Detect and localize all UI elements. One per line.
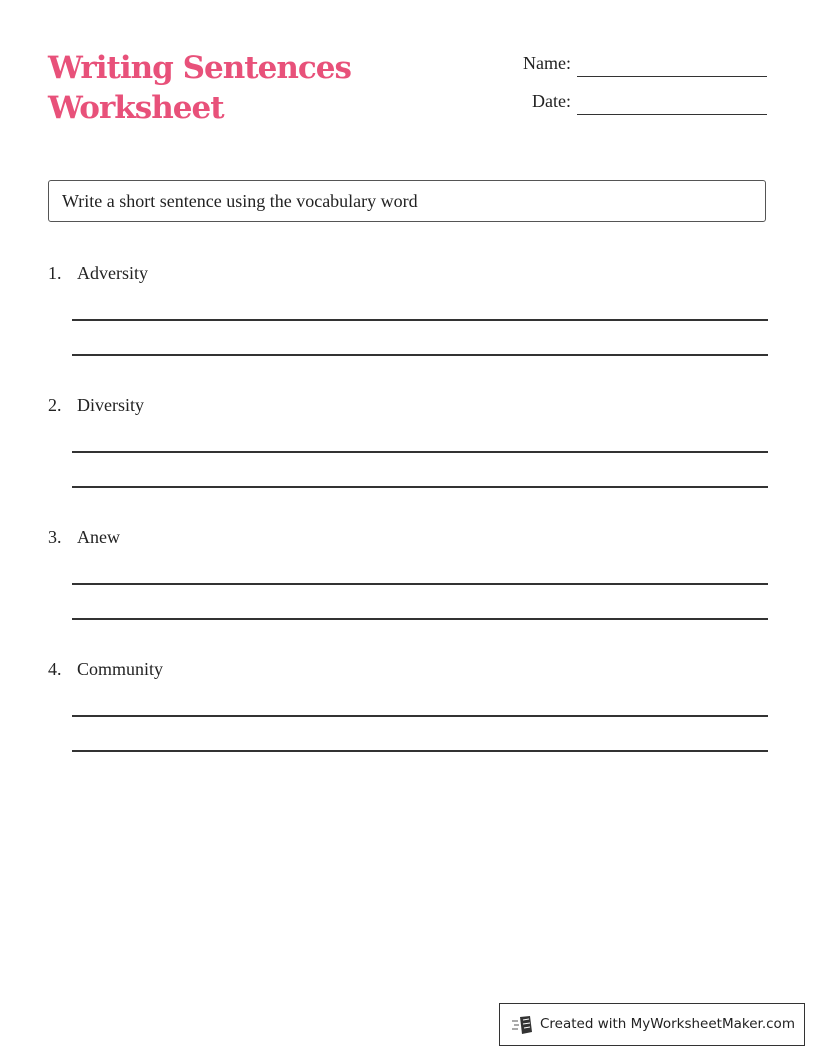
question-number: 2. xyxy=(48,395,62,415)
answer-line-2[interactable] xyxy=(72,354,768,356)
question-word: Community xyxy=(77,659,164,679)
answer-line-1[interactable] xyxy=(72,583,768,585)
answer-line-2[interactable] xyxy=(72,486,768,488)
question-word: Diversity xyxy=(77,395,144,415)
title-line-2: Worksheet xyxy=(48,90,224,126)
question-word: Anew xyxy=(77,527,120,547)
name-label: Name: xyxy=(523,53,571,73)
name-line[interactable] xyxy=(577,76,767,77)
date-label: Date: xyxy=(532,91,571,111)
question-word: Adversity xyxy=(77,263,148,283)
date-line[interactable] xyxy=(577,114,767,115)
instruction-text: Write a short sentence using the vocabulary word xyxy=(62,191,418,211)
footer-text: Created with MyWorksheetMaker.com xyxy=(540,1016,795,1032)
question-number: 1. xyxy=(48,263,62,283)
answer-line-2[interactable] xyxy=(72,618,768,620)
answer-line-1[interactable] xyxy=(72,715,768,717)
title-line-1: Writing Sentences xyxy=(48,50,351,86)
answer-line-1[interactable] xyxy=(72,319,768,321)
answer-line-1[interactable] xyxy=(72,451,768,453)
worksheet-maker-logo-icon xyxy=(512,1015,534,1035)
question-number: 3. xyxy=(48,527,62,547)
answer-line-2[interactable] xyxy=(72,750,768,752)
question-number: 4. xyxy=(48,659,62,679)
instruction-box xyxy=(48,180,766,222)
footer-badge[interactable] xyxy=(499,1003,805,1046)
worksheet-title xyxy=(48,48,351,128)
